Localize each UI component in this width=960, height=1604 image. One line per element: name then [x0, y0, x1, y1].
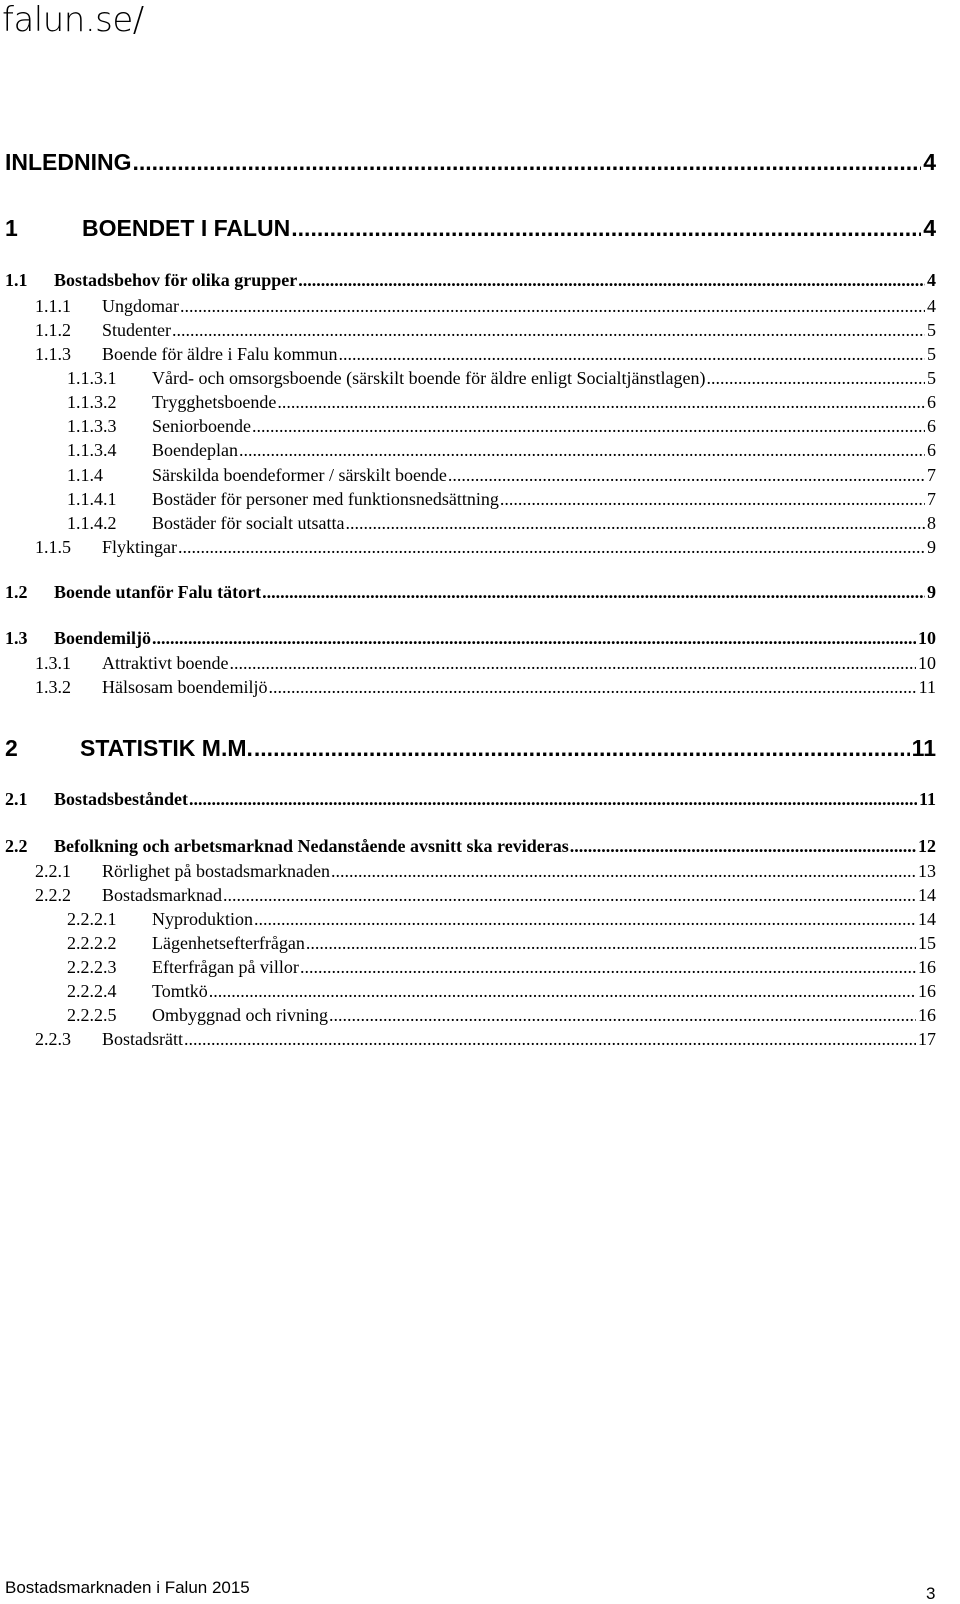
toc-entry-title: Tomtkö	[152, 981, 208, 1001]
toc-leader-dots	[262, 582, 925, 603]
toc-entry-number: 1.1.3.3	[67, 416, 117, 436]
toc-leader-dots	[184, 1029, 916, 1050]
toc-leader-dots	[152, 628, 916, 649]
toc-entry-title: Studenter	[102, 320, 171, 340]
toc-entry-1-1-3[interactable]	[35, 344, 936, 365]
toc-entry-title: Trygghetsboende	[152, 392, 277, 412]
toc-entry-number: 1.1.1	[35, 296, 71, 316]
toc-leader-dots	[277, 392, 925, 413]
toc-entry-1-3-1[interactable]	[35, 653, 936, 674]
toc-entry-number: 2.2.2.1	[67, 909, 117, 929]
toc-entry-number: 1.1	[5, 270, 28, 290]
toc-page-number: 12	[918, 836, 936, 856]
toc-leader-dots	[133, 149, 922, 176]
toc-entry-2[interactable]	[5, 735, 936, 762]
toc-entry-number: 1.3.1	[35, 653, 71, 673]
toc-entry-title: Befolkning och arbetsmarknad Nedanstående avsnitt ska revideras	[54, 836, 569, 856]
toc-entry-1-3-2[interactable]	[35, 677, 936, 698]
toc-entry-number: 2.2.3	[35, 1029, 71, 1049]
toc-leader-dots	[331, 861, 916, 882]
toc-page-number: 6	[927, 440, 936, 460]
toc-page-number: 6	[927, 392, 936, 412]
toc-leader-dots	[500, 489, 925, 510]
toc-entry-1-1-3-2[interactable]	[67, 392, 936, 413]
toc-leader-dots	[254, 909, 916, 930]
toc-entry-title: Flyktingar	[102, 537, 177, 557]
toc-page-number: 14	[918, 909, 936, 929]
toc-leader-dots	[252, 416, 925, 437]
toc-page-number: 10	[918, 628, 936, 648]
toc-entry-number: 1.3.2	[35, 677, 71, 697]
toc-entry-1-1-3-4[interactable]	[67, 440, 936, 461]
toc-entry-number: 2.2.1	[35, 861, 71, 881]
toc-entry-number: 2.2.2.4	[67, 981, 117, 1001]
toc-entry-number: 2.2.2	[35, 885, 71, 905]
toc-entry-1-1-1[interactable]	[35, 296, 936, 317]
toc-leader-dots	[707, 368, 925, 389]
toc-entry-1-1-5[interactable]	[35, 537, 936, 558]
toc-entry-2-2[interactable]	[5, 836, 936, 857]
toc-entry-1[interactable]	[5, 215, 936, 242]
toc-entry-title: Hälsosam boendemiljö	[102, 677, 268, 697]
toc-entry-number: 1	[5, 215, 18, 241]
toc-entry-number: 1.1.5	[35, 537, 71, 557]
toc-page-number: 13	[918, 861, 936, 881]
toc-entry-1-1-4-2[interactable]	[67, 513, 936, 534]
toc-entry-1-2[interactable]	[5, 582, 936, 603]
toc-entry-number: 2.2.2.5	[67, 1005, 117, 1025]
toc-entry-title: Boendemiljö	[54, 628, 151, 648]
toc-entry-1-1-3-1[interactable]	[67, 368, 936, 389]
toc-entry-2-1[interactable]	[5, 789, 936, 810]
toc-leader-dots	[306, 933, 916, 954]
toc-entry-title: Boendeplan	[152, 440, 238, 460]
toc-page-number: 4	[927, 296, 936, 316]
toc-entry-title: Bostäder för personer med funktionsnedsättning	[152, 489, 499, 509]
toc-entry-2-2-2-4[interactable]	[67, 981, 936, 1002]
toc-entry-number: 1.1.4.2	[67, 513, 117, 533]
toc-leader-dots	[209, 981, 916, 1002]
toc-page-number: 17	[918, 1029, 936, 1049]
toc-leader-dots	[291, 215, 921, 242]
toc-entry-number: 1.2	[5, 582, 28, 602]
toc-entry-title: Bostadsbeståndet	[54, 789, 189, 809]
toc-entry-number: 1.1.3.1	[67, 368, 117, 388]
toc-entry-title: Ungdomar	[102, 296, 179, 316]
toc-page-number: 9	[927, 582, 936, 602]
toc-entry-title: Rörlighet på bostadsmarknaden	[102, 861, 330, 881]
toc-entry-label: INLEDNING	[5, 149, 132, 175]
toc-page-number: 5	[927, 320, 936, 340]
toc-page-number: 8	[927, 513, 936, 533]
toc-page-number: 4	[923, 215, 936, 241]
toc-leader-dots	[338, 344, 925, 365]
toc-entry-2-2-2-1[interactable]	[67, 909, 936, 930]
toc-leader-dots	[570, 836, 916, 857]
toc-leader-dots	[329, 1005, 916, 1026]
toc-entry-2-2-2[interactable]	[35, 885, 936, 906]
toc-leader-dots	[254, 735, 910, 762]
toc-entry-title: Bostadsbehov för olika grupper	[54, 270, 298, 290]
toc-page-number: 10	[918, 653, 936, 673]
toc-entry-title: Boende utanför Falu tätort	[54, 582, 262, 602]
toc-entry-1-1-4-1[interactable]	[67, 489, 936, 510]
toc-entry-title: BOENDET I FALUN	[82, 215, 291, 241]
toc-page-number: 5	[927, 344, 936, 364]
toc-entry-1-1[interactable]	[5, 270, 936, 291]
toc-page-number: 15	[918, 933, 936, 953]
footer-page-number: 3	[926, 1584, 936, 1603]
toc-entry-number: 1.1.2	[35, 320, 71, 340]
toc-entry-title: Bostadsmarknad	[102, 885, 222, 905]
toc-page-number: 4	[923, 149, 936, 175]
toc-leader-dots	[300, 957, 916, 978]
toc-entry-1-1-2[interactable]	[35, 320, 936, 341]
toc-page-number: 9	[927, 537, 936, 557]
toc-entry-number: 1.1.4	[67, 465, 103, 485]
toc-entry-2-2-2-5[interactable]	[67, 1005, 936, 1026]
toc-leader-dots	[172, 320, 925, 341]
toc-entry-1-1-4[interactable]	[67, 465, 936, 486]
toc-leader-dots	[448, 465, 925, 486]
toc-page-number: 16	[918, 981, 936, 1001]
toc-entry-number: 1.1.4.1	[67, 489, 117, 509]
toc-entry-title: Boende för äldre i Falu kommun	[102, 344, 338, 364]
toc-entry-2-2-3[interactable]	[35, 1029, 936, 1050]
toc-leader-dots	[239, 440, 925, 461]
toc-page-number: 4	[927, 270, 936, 290]
toc-leader-dots	[189, 789, 917, 810]
falun-logo: falun.se/	[2, 0, 144, 40]
toc-entry-title: Ombyggnad och rivning	[152, 1005, 328, 1025]
toc-page-number: 14	[918, 885, 936, 905]
toc-entry-title: Bostadsrätt	[102, 1029, 183, 1049]
toc-page-number: 7	[927, 465, 936, 485]
toc-entry-title: Efterfrågan på villor	[152, 957, 299, 977]
toc-entry-title: Särskilda boendeformer / särskilt boende	[152, 465, 447, 485]
toc-page-number: 11	[918, 677, 936, 697]
toc-entry-number: 2.2.2.3	[67, 957, 117, 977]
toc-entry-title: STATISTIK M.M.	[80, 735, 253, 761]
toc-entry-2-2-2-3[interactable]	[67, 957, 936, 978]
toc-entry-number: 1.3	[5, 628, 28, 648]
toc-entry-inledning[interactable]	[5, 149, 936, 176]
toc-leader-dots	[268, 677, 916, 698]
toc-page-number: 11	[911, 735, 936, 761]
toc-leader-dots	[223, 885, 916, 906]
toc-entry-title: Attraktivt boende	[102, 653, 229, 673]
toc-leader-dots	[180, 296, 925, 317]
toc-entry-number: 1.1.3	[35, 344, 71, 364]
toc-entry-number: 2.1	[5, 789, 28, 809]
toc-entry-number: 1.1.3.2	[67, 392, 117, 412]
toc-leader-dots	[178, 537, 925, 558]
toc-entry-2-2-1[interactable]	[35, 861, 936, 882]
toc-entry-number: 2.2	[5, 836, 28, 856]
footer-document-title: Bostadsmarknaden i Falun 2015	[5, 1578, 250, 1597]
toc-entry-number: 1.1.3.4	[67, 440, 117, 460]
toc-page-number: 6	[927, 416, 936, 436]
toc-page-number: 16	[918, 1005, 936, 1025]
toc-entry-title: Bostäder för socialt utsatta	[152, 513, 345, 533]
toc-entry-title: Seniorboende	[152, 416, 251, 436]
toc-entry-title: Lägenhetsefterfrågan	[152, 933, 305, 953]
toc-page-number: 16	[918, 957, 936, 977]
toc-page-number: 11	[918, 789, 936, 809]
toc-leader-dots	[345, 513, 925, 534]
toc-entry-1-1-3-3[interactable]	[67, 416, 936, 437]
toc-entry-number: 2.2.2.2	[67, 933, 117, 953]
toc-entry-1-3[interactable]	[5, 628, 936, 649]
toc-entry-title: Vård- och omsorgsboende (särskilt boende för äldre enligt Socialtjänstlagen)	[152, 368, 706, 388]
toc-page-number: 7	[927, 489, 936, 509]
toc-page-number: 5	[927, 368, 936, 388]
toc-entry-number: 2	[5, 735, 18, 761]
toc-entry-title: Nyproduktion	[152, 909, 253, 929]
toc-entry-2-2-2-2[interactable]	[67, 933, 936, 954]
toc-leader-dots	[298, 270, 925, 291]
toc-leader-dots	[229, 653, 916, 674]
